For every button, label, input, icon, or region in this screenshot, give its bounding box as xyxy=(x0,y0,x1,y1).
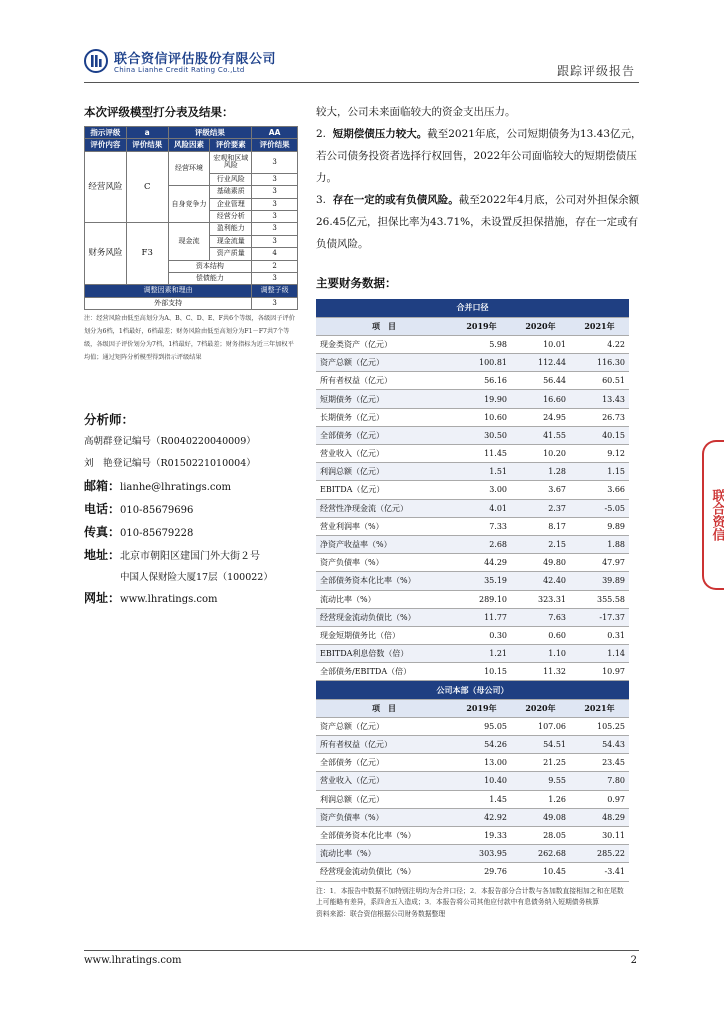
cell-value: 54.51 xyxy=(511,736,570,754)
financial-source: 资料来源：联合资信根据公司财务数据整理 xyxy=(316,909,446,918)
email-label: 邮箱： xyxy=(84,479,121,494)
cell: 经营风险 xyxy=(85,151,127,223)
paragraph-2 xyxy=(316,123,642,189)
cell-value: 9.55 xyxy=(511,772,570,790)
cell-value: 41.55 xyxy=(511,426,570,444)
cell: 3 xyxy=(252,272,298,284)
table-row xyxy=(316,608,629,626)
cell-value: 105.25 xyxy=(570,717,629,735)
table-row xyxy=(316,572,629,590)
model-row xyxy=(85,223,298,235)
cell-value: 1.21 xyxy=(452,645,511,663)
cell-value: 3.67 xyxy=(511,481,570,499)
row-label: EBITDA（亿元） xyxy=(316,481,452,499)
financial-data-title: 主要财务数据： xyxy=(316,276,397,290)
table-row xyxy=(316,463,629,481)
section-title: 合并口径 xyxy=(316,299,629,317)
column-header: 项 目 xyxy=(316,317,452,335)
column-header: 2021年 xyxy=(570,699,629,717)
row-label: 营业收入（亿元） xyxy=(316,445,452,463)
table-row xyxy=(316,772,629,790)
row-label: 资产总额（亿元） xyxy=(316,354,452,372)
address-line-1: 北京市朝阳区建国门外大街２号 xyxy=(120,551,261,563)
side-stamp: 联合资信 xyxy=(702,440,724,590)
cell-value: 39.89 xyxy=(570,572,629,590)
section-header-row xyxy=(316,299,629,317)
cell-value: 1.14 xyxy=(570,645,629,663)
fax-value: 010-85679228 xyxy=(120,528,194,540)
phone-label: 电话： xyxy=(84,502,121,517)
cell: 调整子级 xyxy=(252,285,298,297)
cell-value: 116.30 xyxy=(570,354,629,372)
column-header: 2021年 xyxy=(570,317,629,335)
table-row xyxy=(316,845,629,863)
report-type: 跟踪评级报告 xyxy=(556,64,635,78)
cell-value: 48.29 xyxy=(570,808,629,826)
address-line-2: 中国人保财险大厦17层（100022） xyxy=(120,572,273,584)
cell-value: 2.68 xyxy=(452,535,511,553)
row-label: EBITDA利息倍数（倍） xyxy=(316,645,452,663)
cell-value: 54.26 xyxy=(452,736,511,754)
cell-value: 19.90 xyxy=(452,390,511,408)
cell: 评价结果 xyxy=(126,139,168,151)
cell: 3 xyxy=(252,297,298,309)
phone-value: 010-85679696 xyxy=(120,505,194,517)
cell-value: 3.66 xyxy=(570,481,629,499)
cell-value: 29.76 xyxy=(452,863,511,881)
table-row xyxy=(316,826,629,844)
cell: 外部支持 xyxy=(85,297,252,309)
row-label: 全部债务资本化比率（%） xyxy=(316,826,452,844)
table-row xyxy=(316,335,629,353)
model-note: 注：经营风险由低至高划分为A、B、C、D、E、F共6个等级，各级因子评价划分为6档，1档最好，6档最差；财务风险由低至高划分为F1－F7共7个等级，各级因子评价划分为7档，1档最好，7档最差；财务指标为近三年加权平均值；通过矩阵分析模型得到指示评级结果 xyxy=(84,315,295,362)
table-row xyxy=(316,408,629,426)
cell-value: 10.20 xyxy=(511,445,570,463)
cell-value: 54.43 xyxy=(570,736,629,754)
cell: 经营环境 xyxy=(168,151,210,185)
cell-value: 26.73 xyxy=(570,408,629,426)
table-row xyxy=(316,481,629,499)
cell: 3 xyxy=(252,210,298,222)
cell: 评级结果 xyxy=(168,127,252,139)
cell: 3 xyxy=(252,198,298,210)
cell-value: 107.06 xyxy=(511,717,570,735)
column-header-row xyxy=(316,699,629,717)
row-label: 现金短期债务比（倍） xyxy=(316,626,452,644)
cell: 基础素质 xyxy=(210,186,252,198)
cell-value: -5.05 xyxy=(570,499,629,517)
cell-value: 1.51 xyxy=(452,463,511,481)
row-label: 流动比率（%） xyxy=(316,590,452,608)
cell-value: 11.32 xyxy=(511,663,570,681)
email-row xyxy=(84,477,298,494)
model-title: 本次评级模型打分表及结果： xyxy=(84,105,234,119)
cell: 2 xyxy=(252,260,298,272)
cell-value: 95.05 xyxy=(452,717,511,735)
item-heading: 存在一定的或有负债风险。 xyxy=(332,194,459,206)
cell: 评价结果 xyxy=(252,139,298,151)
cell-value: 2.15 xyxy=(511,535,570,553)
cell: C xyxy=(126,151,168,223)
table-row xyxy=(316,445,629,463)
analyst-reg: 登记编号（R0150221010004） xyxy=(113,458,256,470)
cell-value: 0.60 xyxy=(511,626,570,644)
cell: 资本结构 xyxy=(168,260,252,272)
cell-value: 9.89 xyxy=(570,517,629,535)
cell-value: 49.08 xyxy=(511,808,570,826)
cell-value: 28.05 xyxy=(511,826,570,844)
cell-value: -3.41 xyxy=(570,863,629,881)
cell-value: 35.19 xyxy=(452,572,511,590)
row-label: 营业利润率（%） xyxy=(316,517,452,535)
table-row xyxy=(316,426,629,444)
adjustment-header-row xyxy=(85,285,298,297)
cell: 偿债能力 xyxy=(168,272,252,284)
row-label: 所有者权益（亿元） xyxy=(316,372,452,390)
column-header: 项 目 xyxy=(316,699,452,717)
cell-value: 1.15 xyxy=(570,463,629,481)
cell-value: 0.31 xyxy=(570,626,629,644)
table-row xyxy=(316,390,629,408)
cell-value: 30.50 xyxy=(452,426,511,444)
lianhe-logo-icon xyxy=(84,49,108,73)
cell-value: 11.45 xyxy=(452,445,511,463)
analyst-row xyxy=(84,433,298,447)
cell-value: 3.00 xyxy=(452,481,511,499)
cell-value: 1.26 xyxy=(511,790,570,808)
table-row xyxy=(316,372,629,390)
cell: 3 xyxy=(252,186,298,198)
page-footer xyxy=(84,950,639,966)
row-label: 现金类资产（亿元） xyxy=(316,335,452,353)
company-name-cn: 联合资信评估股份有限公司 xyxy=(114,52,277,67)
cell-value: 285.22 xyxy=(570,845,629,863)
cell-value: 42.40 xyxy=(511,572,570,590)
cell-value: 323.31 xyxy=(511,590,570,608)
cell-value: 40.15 xyxy=(570,426,629,444)
cell: 财务风险 xyxy=(85,223,127,285)
cell-value: -17.37 xyxy=(570,608,629,626)
cell: 4 xyxy=(252,248,298,260)
cell-value: 44.29 xyxy=(452,554,511,572)
cell-value: 16.60 xyxy=(511,390,570,408)
table-row xyxy=(316,499,629,517)
cell-value: 13.43 xyxy=(570,390,629,408)
row-label: 流动比率（%） xyxy=(316,845,452,863)
cell-value: 10.97 xyxy=(570,663,629,681)
table-row xyxy=(316,790,629,808)
cell: 3 xyxy=(252,235,298,247)
cell-value: 112.44 xyxy=(511,354,570,372)
cell-value: 355.58 xyxy=(570,590,629,608)
cell: 评价内容 xyxy=(85,139,127,151)
cell-value: 30.11 xyxy=(570,826,629,844)
cell: 宏观和区域风险 xyxy=(210,151,252,173)
cell-value: 10.45 xyxy=(511,863,570,881)
cell-value: 303.95 xyxy=(452,845,511,863)
analysts-block xyxy=(84,410,298,606)
website-label: 网址： xyxy=(84,591,121,606)
adjustment-row xyxy=(85,297,298,309)
model-row xyxy=(85,151,298,173)
financial-note: 注：1．本报告中数据不加特别注明均为合并口径；2．本报告部分合计数与各加数直接相加之和在尾数上可能略有差异，系四舍五入造成；3．本报告将公司其他应付款中有息债务纳入短期债务核算 xyxy=(316,886,624,906)
cell: 指示评级 xyxy=(85,127,127,139)
phone-row xyxy=(84,500,298,517)
website-link[interactable]: www.lhratings.com xyxy=(120,594,218,606)
fax-row xyxy=(84,523,298,540)
row-label: 经营现金流动负债比（%） xyxy=(316,608,452,626)
cell-value: 11.77 xyxy=(452,608,511,626)
footer-site[interactable]: www.lhratings.com xyxy=(84,955,182,966)
cell-value: 7.80 xyxy=(570,772,629,790)
table-row xyxy=(316,736,629,754)
column-header: 2019年 xyxy=(452,317,511,335)
column-header-row xyxy=(316,317,629,335)
section-title: 公司本部（母公司） xyxy=(316,681,629,699)
cell: 3 xyxy=(252,151,298,173)
cell-value: 1.10 xyxy=(511,645,570,663)
item-text: 截至2021年底，公司短期债务为13.43亿元，若公司债务投资者选择行权回售，2022年公司面临较大的短期偿债压力。 xyxy=(316,128,642,184)
cell: AA xyxy=(252,127,298,139)
row-label: 利润总额（亿元） xyxy=(316,463,452,481)
analysts-title: 分析师： xyxy=(84,412,135,428)
paragraph-3 xyxy=(316,189,642,255)
row-label: 营业收入（亿元） xyxy=(316,772,452,790)
section-header-row xyxy=(316,681,629,699)
cell-value: 60.51 xyxy=(570,372,629,390)
address-label: 地址： xyxy=(84,548,121,563)
cell-value: 10.01 xyxy=(511,335,570,353)
table-row xyxy=(316,590,629,608)
analyst-row xyxy=(84,455,298,469)
item-heading: 短期偿债压力较大。 xyxy=(332,128,428,140)
cell-value: 21.25 xyxy=(511,754,570,772)
cell-value: 1.45 xyxy=(452,790,511,808)
cell: 现金流 xyxy=(168,223,210,260)
page-number: 2 xyxy=(630,955,637,966)
analyst-name: 刘 艳 xyxy=(84,458,113,470)
right-column xyxy=(316,101,642,920)
cell-value: 9.12 xyxy=(570,445,629,463)
column-header: 2020年 xyxy=(511,317,570,335)
cell-value: 7.63 xyxy=(511,608,570,626)
website-row xyxy=(84,589,298,606)
cell: 资产质量 xyxy=(210,248,252,260)
cell-value: 0.97 xyxy=(570,790,629,808)
cell-value: 19.33 xyxy=(452,826,511,844)
cell: 盈利能力 xyxy=(210,223,252,235)
cell-value: 13.00 xyxy=(452,754,511,772)
cell-value: 0.30 xyxy=(452,626,511,644)
row-label: 全部债务（亿元） xyxy=(316,754,452,772)
row-label: 利润总额（亿元） xyxy=(316,790,452,808)
fax-label: 传真： xyxy=(84,525,121,540)
cell-value: 24.95 xyxy=(511,408,570,426)
table-row xyxy=(316,626,629,644)
row-label: 全部债务/EBITDA（倍） xyxy=(316,663,452,681)
table-row xyxy=(316,754,629,772)
cell-value: 56.44 xyxy=(511,372,570,390)
table-row xyxy=(316,645,629,663)
paragraph-continued: 较大，公司未来面临较大的资金支出压力。 xyxy=(316,106,516,118)
row-label: 全部债务资本化比率（%） xyxy=(316,572,452,590)
cell-value: 4.01 xyxy=(452,499,511,517)
column-header: 2020年 xyxy=(511,699,570,717)
email-link[interactable]: lianhe@lhratings.com xyxy=(120,482,232,494)
cell-value: 7.33 xyxy=(452,517,511,535)
item-text: 截至2022年4月底，公司对外担保余额26.45亿元，担保比率为43.71%，未设置反担保措施，存在一定或有负债风险。 xyxy=(316,194,640,250)
cell-value: 1.28 xyxy=(511,463,570,481)
cell-value: 262.68 xyxy=(511,845,570,863)
cell: 评价要素 xyxy=(210,139,252,151)
cell: 企业管理 xyxy=(210,198,252,210)
cell: 现金流量 xyxy=(210,235,252,247)
table-row xyxy=(316,554,629,572)
cell-value: 100.81 xyxy=(452,354,511,372)
cell: F3 xyxy=(126,223,168,285)
item-number: 2. xyxy=(316,128,327,140)
cell-value: 49.80 xyxy=(511,554,570,572)
cell: 行业风险 xyxy=(210,173,252,185)
address-row xyxy=(84,546,298,563)
cell-value: 8.17 xyxy=(511,517,570,535)
cell-value: 10.40 xyxy=(452,772,511,790)
row-label: 全部债务（亿元） xyxy=(316,426,452,444)
cell-value: 5.98 xyxy=(452,335,511,353)
cell-value: 10.60 xyxy=(452,408,511,426)
row-label: 长期债务（亿元） xyxy=(316,408,452,426)
row-label: 所有者权益（亿元） xyxy=(316,736,452,754)
table-row xyxy=(316,863,629,881)
page-header xyxy=(84,45,639,83)
left-column xyxy=(84,104,298,612)
item-number: 3. xyxy=(316,194,327,206)
cell: 3 xyxy=(252,173,298,185)
row-label: 经营性净现金流（亿元） xyxy=(316,499,452,517)
cell-value: 1.88 xyxy=(570,535,629,553)
cell-value: 2.37 xyxy=(511,499,570,517)
column-header: 2019年 xyxy=(452,699,511,717)
cell: 经营分析 xyxy=(210,210,252,222)
analyst-reg: 登记编号（R0040220040009） xyxy=(113,436,256,448)
cell: 风险因素 xyxy=(168,139,210,151)
cell: 3 xyxy=(252,223,298,235)
cell-value: 4.22 xyxy=(570,335,629,353)
cell-value: 23.45 xyxy=(570,754,629,772)
analyst-name: 高朝群 xyxy=(84,436,113,448)
table-row xyxy=(316,535,629,553)
row-label: 净资产收益率（%） xyxy=(316,535,452,553)
row-label: 短期债务（亿元） xyxy=(316,390,452,408)
cell: 调整因素和理由 xyxy=(85,285,252,297)
rating-model-table xyxy=(84,126,298,310)
model-header-row-1 xyxy=(85,127,298,139)
row-label: 资产负债率（%） xyxy=(316,554,452,572)
cell-value: 56.16 xyxy=(452,372,511,390)
table-row xyxy=(316,663,629,681)
cell-value: 289.10 xyxy=(452,590,511,608)
row-label: 资产总额（亿元） xyxy=(316,717,452,735)
table-row xyxy=(316,717,629,735)
cell-value: 10.15 xyxy=(452,663,511,681)
table-row xyxy=(316,354,629,372)
model-header-row-2 xyxy=(85,139,298,151)
table-row xyxy=(316,517,629,535)
cell: 自身竞争力 xyxy=(168,186,210,223)
row-label: 经营现金流动负债比（%） xyxy=(316,863,452,881)
table-row xyxy=(316,808,629,826)
row-label: 资产负债率（%） xyxy=(316,808,452,826)
company-name-en: China Lianhe Credit Rating Co.,Ltd xyxy=(114,66,245,74)
cell-value: 47.97 xyxy=(570,554,629,572)
cell-value: 42.92 xyxy=(452,808,511,826)
cell: a xyxy=(126,127,168,139)
financial-data-table xyxy=(316,299,629,882)
